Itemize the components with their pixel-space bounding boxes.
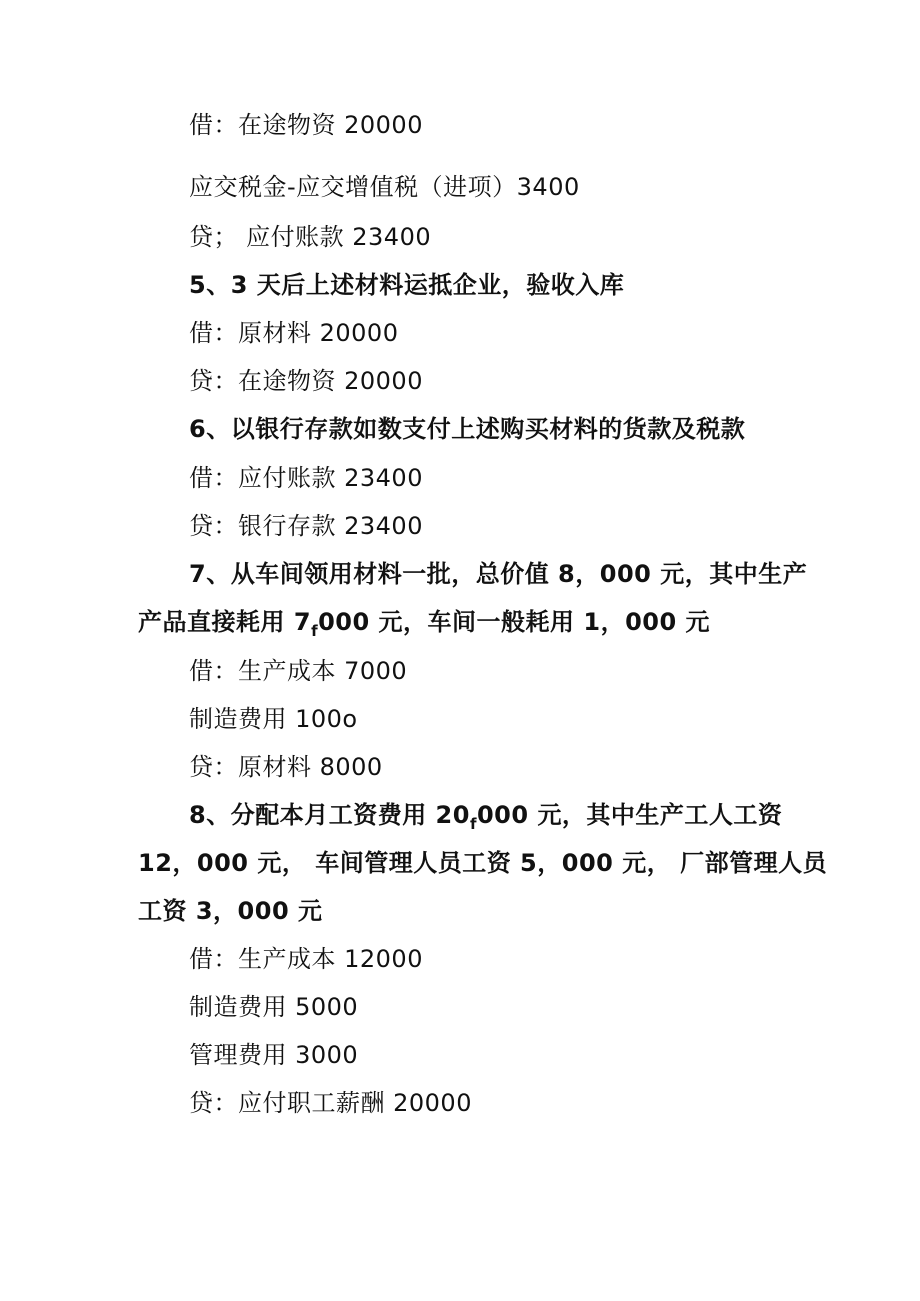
entry-debit-in-transit: 借：在途物资 20000 — [189, 111, 423, 139]
entry-credit-payroll: 贷：应付职工薪酬 20000 — [189, 1089, 472, 1117]
item-7-heading-line2: 产品直接耗用 $7_f000$ 元，车间一般耗用 1，000 元 — [138, 608, 711, 640]
item-5-heading: 5、3 天后上述材料运抵企业，验收入库 — [189, 271, 625, 299]
item-6-heading: 6、以银行存款如数支付上述购买材料的货款及税款 — [189, 415, 746, 443]
entry-vat-input: 应交税金-应交增值税（进项）3400 — [189, 173, 580, 201]
item-8-heading-line3: 工资 3，000 元 — [138, 897, 323, 925]
entry-credit-payable: 贷； 应付账款 23400 — [189, 223, 432, 251]
entry-debit-production-cost: 借：生产成本 7000 — [189, 657, 408, 685]
subscript-mark: f — [469, 815, 477, 833]
entry-debit-raw-material: 借：原材料 20000 — [189, 319, 399, 347]
entry-debit-production-cost-2: 借：生产成本 12000 — [189, 945, 423, 973]
entry-credit-in-transit: 贷：在途物资 20000 — [189, 367, 423, 395]
entry-credit-raw-material: 贷：原材料 8000 — [189, 753, 383, 781]
subscript-mark: f — [311, 622, 319, 640]
entry-manufacturing-overhead-2: 制造费用 5000 — [189, 993, 359, 1021]
entry-debit-payable: 借：应付账款 23400 — [189, 464, 423, 492]
entry-admin-expense: 管理费用 3000 — [189, 1041, 359, 1069]
entry-credit-bank: 贷：银行存款 23400 — [189, 512, 423, 540]
item-7-heading-line1: 7、从车间领用材料一批，总价值 8，000 元，其中生产 — [189, 560, 808, 588]
item-8-heading-line2: 12，000 元， 车间管理人员工资 5，000 元， 厂部管理人员 — [138, 849, 828, 877]
entry-manufacturing-overhead: 制造费用 100o — [189, 705, 358, 733]
item-8-heading-line1: 8、分配本月工资费用 $20_f000$ 元，其中生产工人工资 — [189, 801, 783, 833]
